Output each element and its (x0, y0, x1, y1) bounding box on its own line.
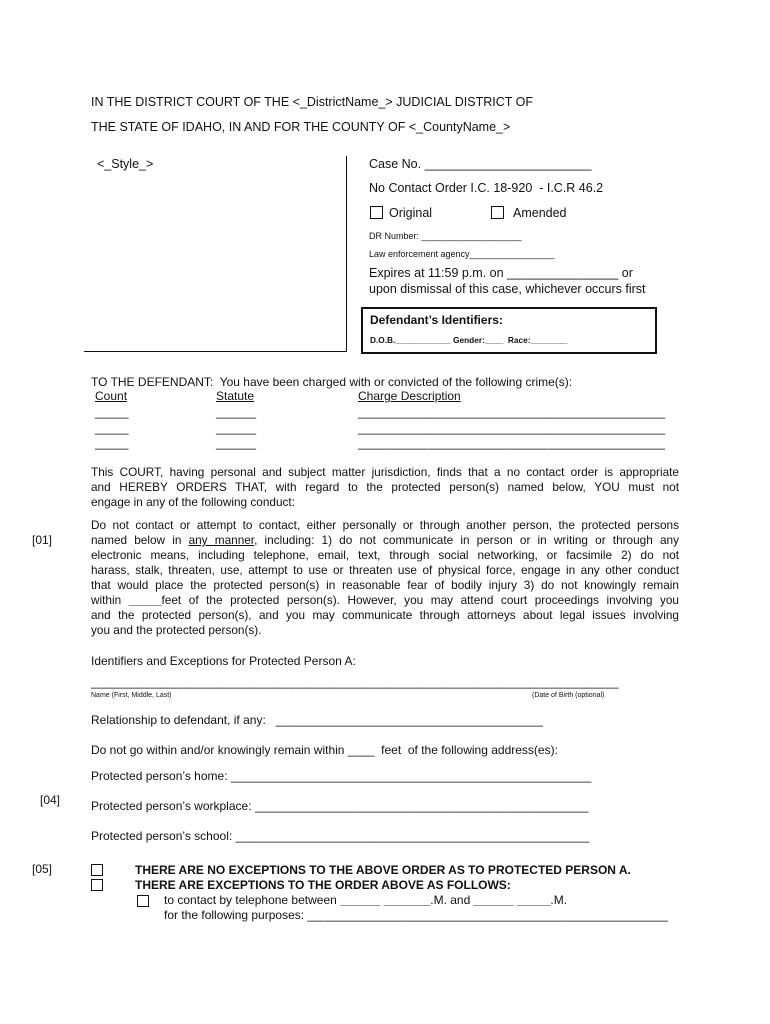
amended-label: Amended (513, 206, 567, 220)
distance-instruction[interactable]: Do not go within and/or knowingly remain within ____ feet of the following address(es): (91, 743, 558, 757)
findings-paragraph (91, 465, 679, 510)
charge-row-1-statute[interactable]: ______ (216, 405, 257, 419)
style-placeholder: <_Style_> (97, 157, 154, 171)
order-line-1: Do not contact or attempt to contact, either personally or through another person, the protected persons (91, 518, 679, 532)
home-address-field[interactable]: Protected person’s home: ______________________________________________________ (91, 769, 592, 783)
expires-line-1[interactable]: Expires at 11:59 p.m. on ________________ or (369, 266, 633, 280)
findings-line-1: This COURT, having personal and subject matter jurisdiction, finds that a no contact order is appropriate (91, 465, 679, 479)
charge-row-1-description[interactable]: ______________________________________________ (358, 405, 665, 419)
order-line-3: electronic means, including telephone, email, text, through social networking, or facsimile 2) do not (91, 548, 679, 562)
order-paragraph (91, 518, 679, 638)
original-label: Original (389, 206, 433, 220)
exceptions-checkbox[interactable] (91, 879, 103, 891)
name-label: Name (First, Middle, Last) (91, 692, 172, 699)
section-marker-04: [04] (40, 793, 61, 807)
charge-row-3-count[interactable]: _____ (95, 436, 129, 450)
dr-number-field[interactable]: DR Number: ____________________ (369, 231, 522, 241)
identifiers-title: Defendant’s Identifiers: (370, 313, 503, 327)
amended-checkbox[interactable] (491, 206, 504, 219)
telephone-exception-checkbox[interactable] (137, 895, 149, 907)
column-statute: Statute (216, 389, 255, 403)
caption-bottom-rule (84, 351, 346, 352)
no-exceptions-label: THERE ARE NO EXCEPTIONS TO THE ABOVE ORDER AS TO PROTECTED PERSON A. (135, 863, 631, 877)
identifiers-fields[interactable]: D.O.B.____________ Gender:____ Race:________ (370, 335, 568, 345)
order-line-8: you and the protected person(s). (91, 623, 262, 637)
person-a-name-field[interactable]: ________________________________________________________________________________ (91, 677, 619, 689)
court-header-line-2: THE STATE OF IDAHO, IN AND FOR THE COUNTY OF <_CountyName_> (91, 120, 511, 134)
order-title: No Contact Order I.C. 18-920 - I.C.R 46.2 (369, 181, 604, 195)
order-line-4: harass, stalk, threaten, use, attempt to use or threaten use of physical force, engage in any other conduct (91, 563, 679, 577)
order-line-5: that would place the protected person(s) in reasonable fear of bodily injury 3) do not knowingly remain (91, 578, 679, 592)
law-enforcement-agency-field[interactable]: Law enforcement agency_________________ (369, 249, 555, 259)
charge-row-2-count[interactable]: _____ (95, 421, 129, 435)
exceptions-label: THERE ARE EXCEPTIONS TO THE ORDER ABOVE AS FOLLOWS: (135, 878, 511, 892)
court-header-line-1: IN THE DISTRICT COURT OF THE <_DistrictName_> JUDICIAL DISTRICT OF (91, 95, 533, 109)
original-checkbox[interactable] (370, 206, 383, 219)
order-line-2: named below in any manner, including: 1) do not communicate in person or in writing or through any (91, 533, 679, 547)
no-exceptions-checkbox[interactable] (91, 864, 103, 876)
order-line-7: and the protected person(s), and you may communicate through attorneys about legal issues involving (91, 608, 679, 622)
workplace-address-field[interactable]: Protected person’s workplace: __________________________________________________ (91, 799, 589, 813)
charge-row-2-description[interactable]: ______________________________________________ (358, 421, 665, 435)
distance-feet-field[interactable]: _____ (128, 593, 162, 607)
charge-row-1-count[interactable]: _____ (95, 405, 129, 419)
caption-divider (346, 156, 347, 352)
purposes-field[interactable]: for the following purposes: ______________________________________________________ (164, 908, 668, 922)
phone-start-time-field[interactable]: ______ (340, 893, 381, 907)
phone-end-time-field[interactable]: ______ (473, 893, 514, 907)
relationship-field[interactable]: Relationship to defendant, if any: ________________________________________ (91, 713, 543, 727)
phone-start-period-field[interactable]: _______ (383, 893, 431, 907)
person-a-title: Identifiers and Exceptions for Protected Person A: (91, 654, 356, 668)
findings-line-3: engage in any of the following conduct: (91, 495, 295, 509)
order-marker-01: [01] (32, 533, 53, 547)
charges-intro: TO THE DEFENDANT: You have been charged with or convicted of the following crime(s): (91, 375, 573, 389)
charge-row-3-description[interactable]: ______________________________________________ (358, 436, 665, 450)
defendant-identifiers-box (361, 307, 657, 354)
expires-line-2: upon dismissal of this case, whichever occurs first (369, 282, 646, 296)
school-address-field[interactable]: Protected person’s school: _____________________________________________________ (91, 829, 590, 843)
charge-row-2-statute[interactable]: ______ (216, 421, 257, 435)
charge-row-3-statute[interactable]: ______ (216, 436, 257, 450)
order-line-6: within _____feet of the protected person(s). However, you may attend court proceedings involving you (91, 593, 679, 607)
dob-label: (Date of Birth (optional) (532, 692, 605, 699)
phone-end-period-field[interactable]: _____ (517, 893, 551, 907)
section-marker-05: [05] (32, 862, 53, 876)
findings-line-2: and HEREBY ORDERS THAT, with regard to the protected person(s) named below, YOU must not (91, 480, 679, 494)
column-count: Count (95, 389, 128, 403)
telephone-exception-line: to contact by telephone between ______ _______.M. and ______ _____.M. (164, 893, 568, 907)
case-number-field[interactable]: Case No. ________________________ (369, 157, 592, 171)
column-charge-description: Charge Description (358, 389, 461, 403)
